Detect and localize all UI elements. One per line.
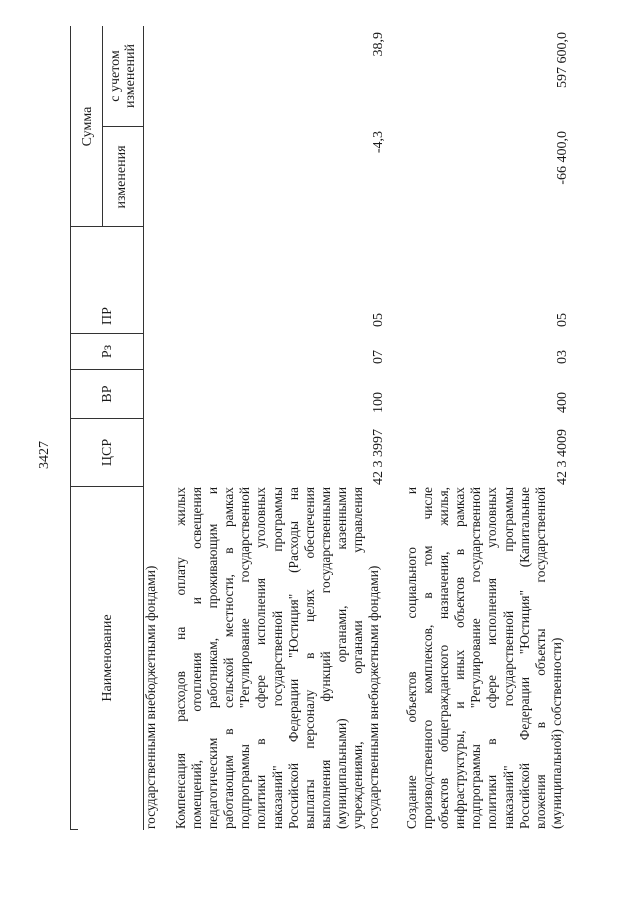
row-1-name-line: выполнения функций государственными — [317, 487, 333, 829]
row-2-changes: -66 400,0 — [555, 131, 570, 185]
row-2-name-line: объектов общегражданского назначения, жилья, — [436, 487, 452, 829]
row-2-name — [404, 487, 565, 829]
row-1-with-changes: 38,9 — [371, 32, 386, 57]
row-1-name-line: государственными внебюджетными фондами) — [366, 565, 382, 829]
header-name: Наименование — [100, 614, 115, 702]
row-2-name-line: Российской Федерации "Юстиция" (Капитальные — [516, 487, 532, 829]
row-1-name-line: политики в сфере исполнения уголовных — [253, 487, 269, 829]
row-2-name-line: производственного комплексов, в том числе — [420, 487, 436, 829]
row-1-name — [173, 487, 382, 829]
row-2-csr: 42 3 4009 — [555, 429, 570, 485]
row-1-name-line: подпрограммы "Регулирование государственной — [237, 487, 253, 829]
row-2-rz: 03 — [555, 350, 570, 364]
row-1-rz: 07 — [371, 350, 386, 364]
header-changes: изменения — [114, 145, 129, 209]
page-number: 3427 — [37, 441, 52, 469]
row-1-name-line: выплаты персоналу в целях обеспечения — [301, 487, 317, 829]
row-2-name-line: Создание объектов социального и — [404, 487, 419, 829]
header-with-changes — [108, 26, 138, 126]
row-1-name-line: (муниципальными) органами, казенными — [333, 487, 349, 829]
table-left-edge — [70, 829, 78, 830]
row-1-name-line: Компенсация расходов на оплату жилых — [173, 487, 188, 829]
row-1-name-line: работающим в сельской местности, в рамках — [221, 487, 237, 829]
row-1-pr: 05 — [371, 313, 386, 327]
table-top-border — [70, 26, 71, 830]
row-2-name-line: политики в сфере исполнения уголовных — [484, 487, 500, 829]
row-1-name-line: Российской Федерации "Юстиция" (Расходы на — [285, 487, 301, 829]
row-1-changes: -4,3 — [371, 131, 386, 154]
continuation-text: государственными внебюджетными фондами) — [143, 565, 158, 829]
header-vr: ВР — [100, 385, 115, 403]
row-1-name-line: помещений, отопления и освещения — [189, 487, 205, 829]
row-2-name-line: наказаний" государственной программы — [500, 487, 516, 829]
row-1-name-line: педагогическим работникам, проживающим и — [205, 487, 221, 829]
row-1-name-line: учреждениями, органами управления — [350, 487, 366, 829]
header-sum: Сумма — [80, 106, 95, 147]
header-rz: Рз — [100, 344, 115, 359]
header-with-changes-line2: изменений — [123, 43, 138, 109]
row-2-pr: 05 — [555, 313, 570, 327]
row-2-name-line: вложения в объекты государственной — [532, 487, 548, 829]
header-with-changes-line1: с учетом — [108, 50, 123, 102]
header-csr: ЦСР — [100, 438, 115, 467]
row-2-name-line: инфраструктуры, и иных объектов в рамках — [452, 487, 468, 829]
row-2-vr: 400 — [555, 392, 570, 413]
header-pr: ПР — [100, 307, 115, 325]
row-1-name-line: наказаний" государственной программы — [269, 487, 285, 829]
row-1-csr: 42 3 3997 — [371, 429, 386, 485]
row-2-with-changes: 597 600,0 — [555, 32, 570, 88]
row-2-name-line: (муниципальной) собственности) — [548, 637, 564, 829]
row-1-vr: 100 — [371, 392, 386, 413]
row-2-name-line: подпрограммы "Регулирование государственной — [468, 487, 484, 829]
